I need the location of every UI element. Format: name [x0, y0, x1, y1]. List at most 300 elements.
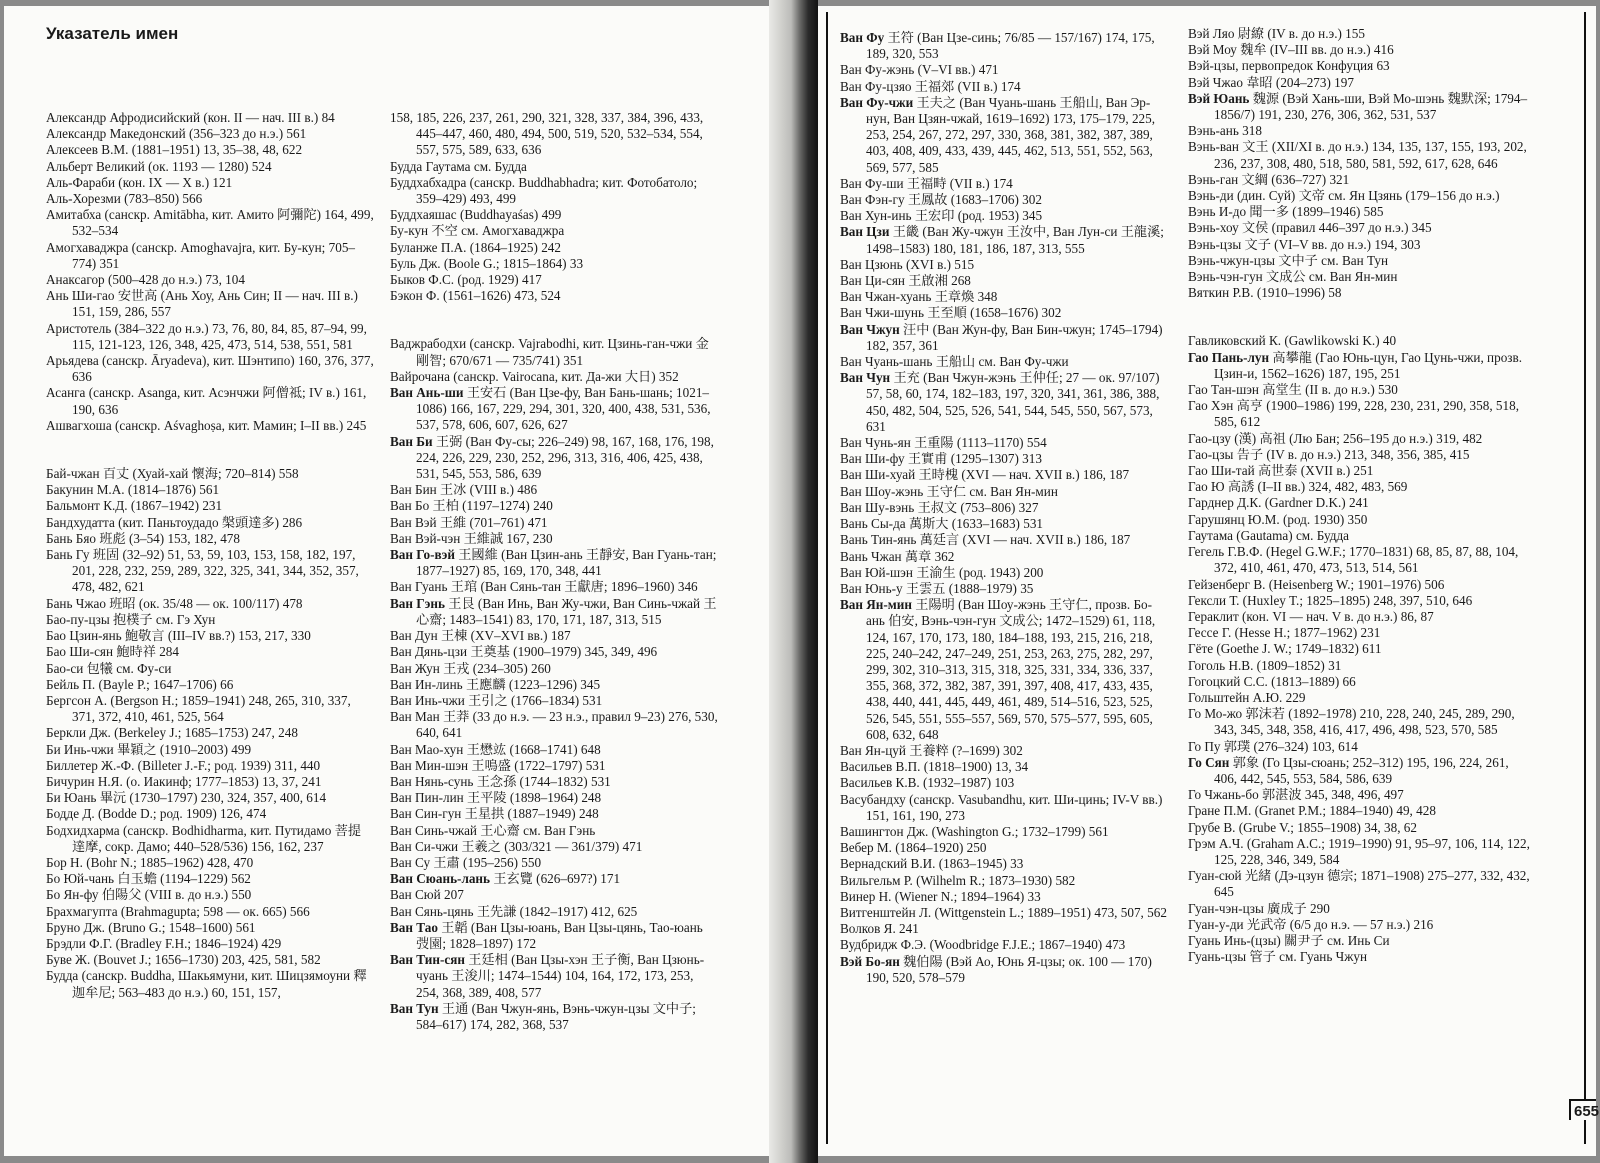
index-entry [46, 693, 374, 725]
index-entry [840, 565, 1170, 581]
entry-details: 萬廷言 (XVI — нач. XVII в.) 186, 187 [916, 532, 1131, 548]
index-entry [46, 159, 374, 175]
index-entry [390, 336, 718, 368]
entry-name: Ван Го-вэй [390, 547, 455, 563]
entry-name: Арьядева [46, 353, 99, 369]
entry-details: 王夫之 (Ван Чуань-шань 王船山, Ван Эр-нун, Ван Цзян-чжай, 1619–1692) 173, 175–179, 225, 253, 254, 267, 272, 297, 330, 368, 381, 382, 387, 389, 403, 408, 409, 433, 439, 445, 462, 513, 551, 552, 563, 569, 577, 585 [866, 94, 1156, 175]
entry-name: Бао-си [46, 660, 84, 676]
entry-name: Вэй-цзы [1188, 58, 1236, 74]
index-entry [46, 515, 374, 531]
entry-details: (Brahmagupta; 598 — ок. 665) 566 [117, 903, 310, 919]
entry-name: Бальмонт К.Д. [46, 498, 128, 514]
letter-gap [1188, 301, 1533, 333]
entry-name: Ван Шоу-жэнь [840, 483, 924, 499]
entry-name: Гарушянц Ю.М. [1188, 511, 1280, 527]
index-entry [1188, 269, 1533, 285]
entry-details: 241 [895, 921, 919, 937]
index-entry [1188, 398, 1533, 430]
entry-details: 229 [1282, 689, 1306, 705]
entry-details: 158, 185, 226, 237, 261, 290, 321, 328, 337, 384, 396, 433, 445–447, 460, 480, 494, 500, 519, 520, 532–534, 554, 557, 575, 589, 633, 636 [390, 110, 704, 158]
entry-name: Гольштейн А.Ю. [1188, 689, 1283, 705]
index-entry [840, 759, 1170, 775]
index-entry [390, 709, 718, 741]
entry-details: (о. Иакинф; 1777–1853) 13, 37, 241 [122, 773, 322, 789]
entry-details: 郭璞 (276–324) 103, 614 [1220, 738, 1358, 754]
entry-name: Ашвагхоша [46, 417, 112, 433]
entry-name: Вэнь-цзы [1188, 236, 1242, 252]
entry-name: Гоголь Н.В. [1188, 657, 1254, 673]
entry-name: Гёте [1188, 641, 1214, 657]
index-entry [390, 790, 718, 806]
index-entry [46, 175, 374, 191]
entry-details: 王時槐 (XVI — нач. XVII в.) 186, 187 [915, 467, 1130, 483]
index-entry [46, 272, 374, 288]
entry-name: Александр Македонский [46, 126, 186, 142]
entry-name: Гарднер Д.К. [1188, 495, 1262, 511]
index-entry [840, 484, 1170, 500]
entry-details: (Heisenberg W.; 1901–1976) 506 [1265, 576, 1445, 592]
entry-name: Ван Чун [840, 370, 891, 386]
index-entry [840, 549, 1170, 565]
entry-name: Го Пу [1188, 738, 1221, 754]
entry-details: 光武帝 (6/5 до н.э. — 57 н.э.) 216 [1243, 916, 1434, 932]
entry-details: 尉繚 (IV в. до н.э.) 155 [1234, 26, 1365, 41]
entry-details: 王宏印 (род. 1953) 345 [911, 208, 1043, 224]
index-entry [840, 792, 1170, 824]
entry-name: Ван Тао [390, 919, 438, 935]
index-entry [1188, 690, 1533, 706]
entry-name: Бейль П. [46, 676, 96, 692]
entry-name: Альберт Великий [46, 158, 145, 174]
entry-details: 王玄覽 (626–697?) 171 [490, 871, 621, 887]
entry-name: Ван Цзи [840, 224, 890, 240]
entry-details: 王維 (701–761) 471 [436, 514, 548, 530]
entry-name: Ван Бо [390, 498, 430, 514]
index-entry [390, 288, 718, 304]
index-entry [46, 547, 374, 596]
entry-name: Ван Фу-жэнь [840, 62, 915, 78]
entry-details: (Buddhayaśas) 499 [456, 207, 562, 223]
index-entry [1188, 658, 1533, 674]
index-entry [46, 952, 374, 968]
entry-name: Ван Ин-линь [390, 676, 463, 692]
entry-details: 王安石 (Ван Цзе-фу, Ван Бань-шань; 1021–1086) 166, 167, 229, 294, 301, 320, 400, 438, 531, 536, 537, 578, 606, 607, 626, 627 [416, 385, 711, 433]
index-entry [1188, 139, 1533, 171]
index-entry [1188, 431, 1533, 447]
entry-details: 聞一多 (1899–1946) 585 [1246, 204, 1384, 220]
index-entry [840, 954, 1170, 986]
entry-name: Вэй Ляо [1188, 26, 1235, 41]
index-entry [1188, 479, 1533, 495]
entry-name: Вэй Чжао [1188, 74, 1243, 90]
entry-details: 文綱 (636–727) 321 [1238, 171, 1350, 187]
index-entry [46, 936, 374, 952]
entry-details: 班固 (32–92) 51, 53, 59, 103, 153, 158, 182, 197, 201, 228, 232, 259, 289, 322, 325, 341, 344, 352, 357, 478, 482, 621 [72, 547, 359, 595]
entry-details: см. Будда [470, 158, 527, 174]
index-entry [390, 256, 718, 272]
index-entry [1188, 949, 1533, 965]
index-entry [1188, 188, 1533, 204]
entry-details: 王雲五 (1888–1979) 35 [902, 580, 1034, 596]
index-entry [390, 742, 718, 758]
entry-details: (1863–1945) 33 [935, 856, 1024, 872]
entry-details: (Wilhelm R.; 1873–1930) 582 [912, 872, 1076, 888]
entry-details: (Woodbridge F.J.E.; 1867–1940) 473 [926, 937, 1126, 953]
index-entry [390, 596, 718, 628]
index-entry [46, 758, 374, 774]
entry-name: Александр Афродисийский [46, 110, 201, 125]
entry-details: (санскр. Āryadeva), кит. Шэнтипо) 160, 376, 377, 636 [72, 353, 374, 385]
entry-details: 韋昭 (204–273) 197 [1242, 74, 1354, 90]
index-column-left-1 [46, 110, 374, 1001]
entry-details: (384–322 до н.э.) 73, 76, 80, 84, 85, 87–94, 99, 115, 121-123, 126, 348, 425, 473, 514, 538, 551, 581 [72, 320, 367, 352]
entry-details: 王念孫 (1744–1832) 531 [473, 773, 611, 789]
entry-name: Ван Нянь-сунь [390, 773, 474, 789]
entry-details: (Berkeley J.; 1685–1753) 247, 248 [110, 725, 298, 741]
entry-details: 萬章 362 [901, 548, 955, 564]
entry-details: 百丈 (Хуай-хай 懷海; 720–814) 558 [99, 466, 299, 482]
entry-name: Аристотель [46, 320, 112, 336]
entry-details: (санскр. Vajrabodhi, кит. Цзинь-ган-чжи 金剛智; 670/671 — 735/741) 351 [416, 336, 709, 368]
entry-details: (Bodde D.; род. 1909) 126, 474 [94, 806, 267, 822]
entry-details: 318 [1238, 123, 1262, 139]
entry-details: 王肅 (195–256) 550 [430, 854, 542, 870]
entry-name: Вэнь-ган [1188, 171, 1239, 187]
entry-details: 文子 (VI–V вв. до н.э.) 194, 303 [1241, 236, 1421, 252]
entry-details: (Graham A.C.; 1919–1990) 91, 95–97, 106, 114, 122, 125, 228, 346, 349, 584 [1214, 835, 1530, 867]
entry-name: Брахмагупта [46, 903, 118, 919]
entry-name: Ван Шу-вэнь [840, 499, 915, 515]
index-entry [840, 79, 1170, 95]
entry-details: 光緒 (Дэ-цзун 德宗; 1871–1908) 275–277, 332, 432, 645 [1214, 868, 1530, 900]
entry-name: Бань Бяо [46, 530, 97, 546]
entry-name: Ван Ян-цуй [840, 742, 906, 758]
entry-name: Вэнь-ань [1188, 123, 1239, 139]
entry-name: Ван Вэй [390, 514, 437, 530]
entry-details: 王船山 см. Ван Фу-чжи [932, 354, 1069, 370]
entry-name: Бодхидхарма [46, 822, 120, 838]
entry-name: Ван Дянь-цзи [390, 644, 468, 660]
entry-name: Вебер М. [840, 840, 892, 856]
index-entry [1188, 787, 1533, 803]
entry-details: (1809–1852) 31 [1253, 657, 1342, 673]
entry-name: Беркли Дж. [46, 725, 111, 741]
index-entry [840, 775, 1170, 791]
entry-name: Ван Су [390, 854, 431, 870]
index-entry [390, 758, 718, 774]
index-entry [390, 482, 718, 498]
book-spine [769, 0, 818, 1163]
index-entry [390, 839, 718, 855]
index-entry [390, 904, 718, 920]
index-entry [46, 110, 374, 126]
entry-name: Ван Юнь-у [840, 580, 903, 596]
index-entry [840, 937, 1170, 953]
entry-name: Амитабха [46, 207, 102, 223]
entry-name: Бань Гу [46, 547, 90, 563]
entry-name: Бакунин М.А. [46, 482, 125, 498]
index-entry [1188, 706, 1533, 738]
entry-details: (Billeter J.-F.; род. 1939) 311, 440 [134, 757, 321, 773]
entry-name: Го Мо-жо [1188, 706, 1243, 722]
index-entry [1188, 26, 1533, 42]
entry-details: 不空 см. Амогхаваджра [428, 223, 565, 239]
entry-name: Гао-цзу [1188, 430, 1231, 446]
entry-details: 王守仁 см. Ван Ян-мин [923, 483, 1058, 499]
entry-name: Гао Ши-тай [1188, 463, 1255, 479]
entry-details: 王戎 (234–305) 260 [439, 660, 551, 676]
entry-name: Ван Фу [840, 30, 885, 45]
entry-details: 班彪 (3–54) 153, 182, 478 [96, 530, 240, 546]
entry-name: Вэнь-чжун-цзы [1188, 252, 1275, 268]
index-entry [1188, 836, 1533, 868]
entry-name: Ван Жун [390, 660, 440, 676]
entry-details: 王福畤 (VII в.) 174 [903, 175, 1013, 191]
entry-name: Бичурин Н.Я. [46, 773, 123, 789]
index-entry [46, 482, 374, 498]
entry-name: Ван Ши-фу [840, 451, 905, 467]
index-entry [840, 597, 1170, 743]
index-entry [46, 887, 374, 903]
entry-details: 王畿 (Ван Жу-чжун 王汝中, Ван Лун-си 王龍溪; 1498–1583) 180, 181, 186, 187, 313, 555 [866, 224, 1164, 256]
index-entry [46, 920, 374, 936]
entry-name: Ван Тин-сян [390, 952, 465, 968]
index-entry [46, 806, 374, 822]
page-number: 655 [1569, 1099, 1596, 1120]
index-entry [840, 273, 1170, 289]
entry-details: (Wittgenstein L.; 1889–1951) 473, 507, 562 [931, 904, 1167, 920]
index-entry [46, 531, 374, 547]
entry-details: 王陽明 (Ван Шоу-жэнь 王守仁, прозв. Бо-ань 伯安, Вэнь-чэн-гун 文成公; 1472–1529) 61, 118, 124, 167, 170, 173, 180, 184–188, 193, 215, 216, 218, 225, 240–242, 247–249, 251, 253, 263, 275, 282, 297, 299, 302, 310–313, 315, 318, 325, 331, 334, 336, 337, 355, 368, 372, 382, 387, 391, 397, 408, 417, 433, 435, 438, 440, 441, 445, 449, 461, 489, 514–516, 523, 525, 526, 545, 551, 555–557, 569, 570, 575–577, 595, 605, 608, 632, 648 [866, 597, 1156, 742]
index-entry [1188, 917, 1533, 933]
entry-details: 王國維 (Ван Цзин-ань 王靜安, Ван Гуань-тан; 1877–1927) 85, 169, 170, 348, 441 [416, 547, 717, 579]
index-entry [1188, 528, 1533, 544]
index-entry [1188, 755, 1533, 787]
entry-name: Винер Н. [840, 888, 892, 904]
entry-details: 高堂生 (II в. до н.э.) 530 [1258, 382, 1398, 398]
entry-details: (1864–1920) 250 [891, 840, 987, 856]
index-entry [46, 240, 374, 272]
index-entry [1188, 253, 1533, 269]
entry-details: , первопредок Конфуция 63 [1235, 58, 1390, 74]
index-entry [840, 208, 1170, 224]
index-entry [840, 824, 1170, 840]
entry-details: 王莽 (33 до н.э. — 23 н.э., правил 9–23) 276, 530, 640, 641 [416, 709, 718, 741]
entry-details: 王平陵 (1898–1964) 248 [463, 790, 602, 806]
entry-name: Вэй Бо-ян [840, 953, 900, 969]
index-entry [390, 207, 718, 223]
index-entry [1188, 609, 1533, 625]
entry-name: Биллетер Ж.-Ф. [46, 757, 135, 773]
index-entry [46, 207, 374, 239]
entry-name: Вань Тин-янь [840, 532, 917, 548]
index-entry [390, 272, 718, 288]
index-entry [1188, 382, 1533, 398]
index-entry [1188, 91, 1533, 123]
index-entry [390, 871, 718, 887]
entry-details: 王艮 (Ван Инь, Ван Жу-чжи, Ван Синь-чжай 王心齋; 1483–1541) 83, 170, 171, 187, 313, 515 [416, 595, 717, 627]
index-entry [840, 532, 1170, 548]
entry-name: Ван Хун-инь [840, 208, 912, 224]
index-entry [390, 661, 718, 677]
entry-details: 王章煥 348 [931, 289, 998, 305]
entry-name: Ван Фу-цзяо [840, 78, 912, 94]
index-entry [390, 175, 718, 207]
index-entry [840, 322, 1170, 354]
index-entry [390, 110, 718, 159]
entry-details: 文侯 (правил 446–397 до н.э.) 345 [1238, 220, 1432, 236]
entry-details: 王實甫 (1295–1307) 313 [904, 451, 1042, 467]
index-entry [840, 873, 1170, 889]
index-entry [46, 353, 374, 385]
index-entry [46, 725, 374, 741]
entry-details: 王鳴盛 (1722–1797) 531 [468, 757, 606, 773]
index-column-right-1 [840, 30, 1170, 986]
entry-details: (санскр. Vasubandhu, кит. Ши-цинь; IV-V вв.) 151, 161, 190, 273 [866, 791, 1163, 823]
index-entry [840, 516, 1170, 532]
entry-name: Ван Мин-шэн [390, 757, 469, 773]
entry-name: Вайрочана [390, 368, 450, 384]
entry-details: (род. 1930) 350 [1279, 511, 1368, 527]
entry-details: 畢穎之 (1910–2003) 499 [113, 741, 252, 757]
entry-details: 王通 (Ван Чжун-янь, Вэнь-чжун-цзы 文中子; 584–617) 174, 282, 368, 537 [416, 1000, 696, 1032]
entry-name: Буддхаяшас [390, 207, 457, 223]
entry-name: Ван Тун [390, 1000, 439, 1016]
entry-name: Гао Хэн [1188, 398, 1234, 414]
entry-name: Гегель Г.В.Ф. [1188, 544, 1263, 560]
entry-name: Вудбридж Ф.Э. [840, 937, 927, 953]
entry-details: 高亨 (1900–1986) 199, 228, 230, 231, 290, 358, 518, 585, 612 [1214, 398, 1520, 430]
entry-details: 高誘 (I–II вв.) 324, 482, 483, 569 [1224, 479, 1408, 495]
entry-name: Буддхабхадра [390, 174, 467, 190]
index-entry [390, 385, 718, 434]
entry-name: Витгенштейн Л. [840, 904, 932, 920]
entry-name: Вэнь И-до [1188, 204, 1247, 220]
entry-details: 王渝生 (род. 1943) 200 [912, 564, 1044, 580]
entry-name: Ван Ман [390, 709, 440, 725]
entry-details: (1818–1900) 13, 34 [920, 759, 1029, 775]
entry-details: 高攀龍 (Гао Юнь-цун, Гао Цунь-чжи, прозв. Цзин-и, 1562–1626) 187, 195, 251 [1214, 349, 1523, 381]
index-entry [840, 176, 1170, 192]
index-entry [46, 661, 374, 677]
entry-name: Ван Гэнь [390, 595, 445, 611]
entry-name: Гране П.М. [1188, 803, 1252, 819]
entry-name: Ван Фэн-гу [840, 192, 905, 208]
entry-name: Ван Ци-сян [840, 273, 905, 289]
index-entry [1188, 933, 1533, 949]
entry-details: (V–VI вв.) 471 [914, 62, 999, 78]
index-entry [390, 823, 718, 839]
entry-name: Анаксагор [46, 272, 105, 288]
entry-name: Амогхаваджра [46, 239, 129, 255]
entry-details: (Bouvet J.; 1656–1730) 203, 425, 581, 582 [90, 952, 321, 968]
entry-details: (Gawlikowski K.) 40 [1281, 333, 1397, 349]
index-entry [390, 579, 718, 595]
entry-name: Бао Ши-сян [46, 644, 114, 660]
entry-name: Бергсон А. [46, 692, 108, 708]
entry-details: 抱樸子 см. Гэ Хун [109, 611, 216, 627]
entry-name: Ван Бин [390, 482, 437, 498]
entry-details: (Boole G.; 1815–1864) 33 [440, 255, 584, 271]
index-entry [46, 466, 374, 482]
entry-name: Ван Цзюнь [840, 256, 903, 272]
index-entry [840, 743, 1170, 759]
index-entry [1188, 204, 1533, 220]
index-entry [840, 889, 1170, 905]
index-entry [840, 856, 1170, 872]
entry-name: Ван Гуань [390, 579, 448, 595]
entry-name: Вэнь-хоу [1188, 220, 1239, 236]
entry-details: (356–323 до н.э.) 561 [185, 126, 307, 142]
entry-details: (санскр. Buddhabhadra; кит. Фотобатоло; 359–429) 493, 499 [416, 174, 698, 207]
index-entry [1188, 495, 1533, 511]
entry-name: Ван Ян-мин [840, 597, 912, 613]
entry-name: Аль-Хорезми [46, 191, 121, 207]
entry-name: Вэй Юань [1188, 90, 1250, 106]
entry-name: Ван Синь-чжай [390, 822, 477, 838]
index-entry [840, 95, 1170, 176]
entry-name: Гао-цзы [1188, 446, 1234, 462]
index-entry [46, 823, 374, 855]
entry-details: (1813–1889) 66 [1267, 673, 1356, 689]
entry-details: (кон. VI — нач. V в. до н.э.) 86, 87 [1238, 608, 1434, 624]
entry-name: Гуань-цзы [1188, 949, 1247, 965]
index-entry [840, 451, 1170, 467]
index-entry [46, 498, 374, 514]
entry-name: Будда [46, 968, 79, 984]
entry-name: Аль-Фараби [46, 174, 115, 190]
entry-details: (санскр. Vairocana, кит. Да-жи 大日) 352 [449, 368, 679, 384]
index-entry [1188, 739, 1533, 755]
entry-name: Ван Вэй-чэн [390, 530, 461, 546]
entry-name: Бандхудатта [46, 514, 115, 530]
right-page [818, 6, 1600, 1156]
index-entry [390, 628, 718, 644]
entry-name: Го Сян [1188, 754, 1230, 770]
entry-name: Вэнь-ван [1188, 139, 1239, 155]
entry-name: Ван Чжун [840, 321, 900, 337]
index-column-right-2 [1188, 26, 1533, 965]
entry-details: 魏源 (Вэй Хань-ши, Вэй Мо-шэнь 魏默深; 1794–1856/7) 191, 230, 276, 306, 362, 531, 537 [1214, 90, 1528, 123]
entry-name: Ван Сюань-лань [390, 871, 491, 887]
entry-details: (1561–1626) 473, 524 [439, 288, 561, 304]
entry-details: 鮑時祥 284 [113, 644, 179, 660]
entry-details: 文中子 см. Ван Тун [1275, 252, 1389, 268]
entry-details: 王充 (Ван Чжун-жэнь 王仲任; 27 — ок. 97/107) 57, 58, 60, 174, 182–183, 197, 320, 341, 361, 386, 388, 450, 482, 504, 525, 526, 541, 544, 545, 550, 567, 573, 631 [866, 370, 1160, 434]
entry-name: Грэм А.Ч. [1188, 835, 1244, 851]
entry-name: Ван Чжи-шунь [840, 305, 924, 321]
entry-details: 王應麟 (1223–1296) 345 [462, 676, 601, 692]
entry-details: (санскр. Amoghavajra, кит. Бу-кун; 705–774) 351 [72, 239, 356, 271]
entry-details: 王韜 (Ван Цзы-юань, Ван Цзы-цянь, Тао-юань 弢園; 1828–1897) 172 [416, 919, 703, 951]
left-page [4, 6, 769, 1156]
entry-details: (санскр. Bodhidharma, кит. Путидамо 菩提達摩, сокр. Дамо; 440–528/536) 156, 162, 237 [72, 822, 362, 854]
index-entry [390, 855, 718, 871]
entry-details: (1881–1951) 13, 35–38, 48, 622 [128, 142, 303, 158]
entry-details: 鮑敬言 (III–IV вв.?) 153, 217, 330 [121, 628, 311, 644]
entry-details: 包犧 см. Фу-си [83, 660, 172, 676]
entry-name: Гао Тан-шэн [1188, 382, 1259, 398]
entry-details: 文成公 см. Ван Ян-мин [1262, 269, 1398, 285]
index-entry [840, 435, 1170, 451]
entry-details: 王懋竑 (1668–1741) 648 [463, 741, 601, 757]
entry-details: 王叔文 (753–806) 327 [914, 499, 1039, 515]
entry-details: (Hegel G.W.F.; 1770–1831) 68, 85, 87, 88, 104, 372, 410, 461, 470, 473, 513, 514, 561 [1214, 544, 1519, 576]
index-entry [840, 192, 1170, 208]
entry-name: Ань Ши-гао [46, 288, 115, 304]
entry-name: Бу-кун [390, 223, 429, 239]
index-entry [390, 1001, 718, 1033]
